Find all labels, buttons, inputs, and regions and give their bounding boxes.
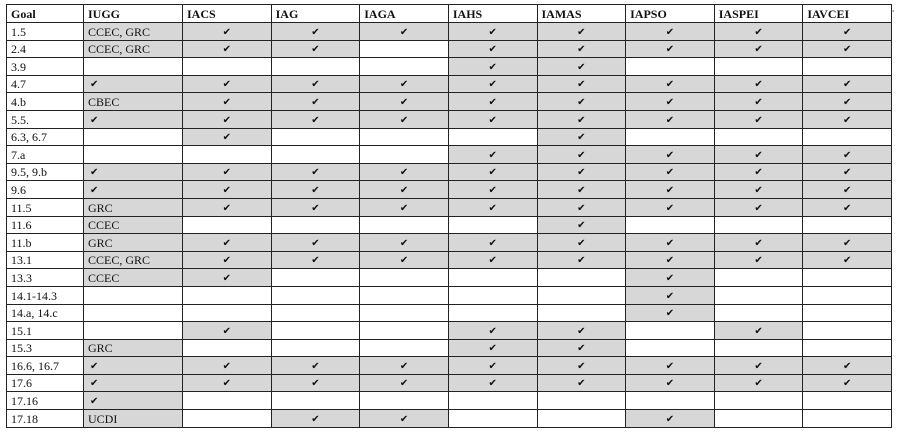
check-icon: ✔: [714, 181, 803, 199]
check-icon: ✔: [360, 234, 449, 252]
check-icon: ✔: [360, 23, 449, 41]
empty-cell: [271, 128, 360, 146]
check-icon: ✔: [183, 23, 272, 41]
empty-cell: [448, 410, 537, 428]
empty-cell: [183, 58, 272, 76]
check-icon: ✔: [448, 23, 537, 41]
empty-cell: [271, 269, 360, 287]
empty-cell: [183, 304, 272, 322]
check-icon: ✔: [448, 146, 537, 164]
check-icon: ✔: [448, 58, 537, 76]
check-icon: ✔: [448, 357, 537, 375]
check-icon: ✔: [537, 128, 626, 146]
check-icon: ✔: [448, 40, 537, 58]
table-row: [7, 410, 892, 428]
check-icon: ✔: [183, 322, 272, 340]
empty-cell: [714, 216, 803, 234]
check-icon: ✔: [537, 234, 626, 252]
check-icon: ✔: [803, 251, 892, 269]
check-icon: ✔: [448, 181, 537, 199]
check-icon: ✔: [714, 322, 803, 340]
check-icon: ✔: [183, 181, 272, 199]
check-icon: ✔: [537, 251, 626, 269]
goal-cell: 4.7: [7, 75, 84, 93]
check-icon: ✔: [271, 75, 360, 93]
check-icon: ✔: [183, 198, 272, 216]
check-icon: ✔: [183, 251, 272, 269]
empty-cell: [714, 304, 803, 322]
check-icon: ✔: [714, 251, 803, 269]
check-icon: ✔: [537, 357, 626, 375]
check-icon: ✔: [183, 40, 272, 58]
iugg-cell: [84, 322, 183, 340]
check-icon: ✔: [714, 23, 803, 41]
check-icon: ✔: [537, 163, 626, 181]
column-header-iag: IAG: [271, 5, 360, 23]
check-icon: ✔: [448, 234, 537, 252]
check-icon: ✔: [84, 110, 183, 128]
empty-cell: [360, 304, 449, 322]
table-body: [7, 23, 892, 428]
check-icon: ✔: [714, 75, 803, 93]
check-icon: ✔: [271, 23, 360, 41]
goal-cell: 7.a: [7, 146, 84, 164]
check-icon: ✔: [183, 93, 272, 111]
empty-cell: [803, 339, 892, 357]
check-icon: ✔: [626, 269, 715, 287]
check-icon: ✔: [537, 93, 626, 111]
empty-cell: [448, 216, 537, 234]
check-icon: ✔: [714, 357, 803, 375]
empty-cell: [803, 286, 892, 304]
empty-cell: [360, 339, 449, 357]
check-icon: ✔: [271, 110, 360, 128]
table-row: [7, 392, 892, 410]
empty-cell: [714, 58, 803, 76]
column-header-goal: Goal: [7, 5, 84, 23]
check-icon: ✔: [271, 251, 360, 269]
table-row: [7, 75, 892, 93]
goal-cell: 11.6: [7, 216, 84, 234]
check-icon: ✔: [537, 339, 626, 357]
empty-cell: [183, 146, 272, 164]
empty-cell: [448, 392, 537, 410]
empty-cell: [626, 339, 715, 357]
empty-cell: [271, 216, 360, 234]
table-row: [7, 269, 892, 287]
goal-cell: 9.5, 9.b: [7, 163, 84, 181]
check-icon: ✔: [537, 322, 626, 340]
iugg-cell: CCEC: [84, 269, 183, 287]
check-icon: ✔: [360, 163, 449, 181]
table-row: [7, 40, 892, 58]
check-icon: ✔: [537, 75, 626, 93]
check-icon: ✔: [803, 93, 892, 111]
goal-cell: 15.1: [7, 322, 84, 340]
empty-cell: [803, 304, 892, 322]
iugg-cell: CCEC, GRC: [84, 23, 183, 41]
sdg-association-table: [6, 4, 895, 428]
goal-cell: 16.6, 16.7: [7, 357, 84, 375]
corner-mark: ': [892, 9, 895, 18]
table-row: [7, 181, 892, 199]
column-header-iavcei: IAVCEI: [803, 5, 892, 23]
check-icon: ✔: [183, 374, 272, 392]
check-icon: ✔: [803, 234, 892, 252]
empty-cell: [714, 410, 803, 428]
check-icon: ✔: [84, 392, 183, 410]
empty-cell: [448, 286, 537, 304]
goal-cell: 5.5.: [7, 110, 84, 128]
goal-cell: 13.3: [7, 269, 84, 287]
check-icon: ✔: [803, 146, 892, 164]
check-icon: ✔: [803, 40, 892, 58]
check-icon: ✔: [448, 93, 537, 111]
check-icon: ✔: [360, 198, 449, 216]
empty-cell: [714, 339, 803, 357]
empty-cell: [803, 58, 892, 76]
column-header-iamas: IAMAS: [537, 5, 626, 23]
table-wrapper: [6, 4, 895, 428]
empty-cell: [360, 392, 449, 410]
check-icon: ✔: [803, 357, 892, 375]
empty-cell: [271, 322, 360, 340]
check-icon: ✔: [183, 128, 272, 146]
empty-cell: [626, 322, 715, 340]
check-icon: ✔: [183, 75, 272, 93]
check-icon: ✔: [448, 75, 537, 93]
goal-cell: 14.a, 14.c: [7, 304, 84, 322]
iugg-cell: [84, 58, 183, 76]
check-icon: ✔: [626, 23, 715, 41]
table-row: [7, 357, 892, 375]
check-icon: ✔: [448, 374, 537, 392]
empty-cell: [360, 128, 449, 146]
empty-cell: [626, 392, 715, 410]
empty-cell: [537, 286, 626, 304]
check-icon: ✔: [626, 234, 715, 252]
check-icon: ✔: [271, 163, 360, 181]
check-icon: ✔: [448, 110, 537, 128]
column-header-iacs: IACS: [183, 5, 272, 23]
check-icon: ✔: [803, 198, 892, 216]
check-icon: ✔: [714, 234, 803, 252]
check-icon: ✔: [271, 234, 360, 252]
check-icon: ✔: [271, 374, 360, 392]
iugg-cell: [84, 304, 183, 322]
empty-cell: [803, 269, 892, 287]
goal-cell: 17.18: [7, 410, 84, 428]
table-row: [7, 322, 892, 340]
empty-cell: [714, 392, 803, 410]
iugg-cell: CCEC: [84, 216, 183, 234]
check-icon: ✔: [183, 163, 272, 181]
check-icon: ✔: [626, 357, 715, 375]
table-row: [7, 93, 892, 111]
iugg-cell: [84, 286, 183, 304]
empty-cell: [448, 304, 537, 322]
empty-cell: [714, 128, 803, 146]
check-icon: ✔: [803, 181, 892, 199]
table-row: [7, 23, 892, 41]
empty-cell: [537, 269, 626, 287]
check-icon: ✔: [448, 198, 537, 216]
empty-cell: [271, 146, 360, 164]
table-row: [7, 146, 892, 164]
check-icon: ✔: [360, 75, 449, 93]
check-icon: ✔: [714, 40, 803, 58]
empty-cell: [183, 410, 272, 428]
check-icon: ✔: [803, 163, 892, 181]
check-icon: ✔: [271, 40, 360, 58]
check-icon: ✔: [271, 198, 360, 216]
iugg-cell: UCDI: [84, 410, 183, 428]
check-icon: ✔: [626, 198, 715, 216]
check-icon: ✔: [537, 181, 626, 199]
check-icon: ✔: [271, 410, 360, 428]
empty-cell: [360, 269, 449, 287]
empty-cell: [803, 410, 892, 428]
table-row: [7, 374, 892, 392]
empty-cell: [271, 392, 360, 410]
table-row: [7, 58, 892, 76]
iugg-cell: CBEC: [84, 93, 183, 111]
empty-cell: [803, 216, 892, 234]
check-icon: ✔: [626, 410, 715, 428]
check-icon: ✔: [271, 181, 360, 199]
check-icon: ✔: [803, 110, 892, 128]
column-header-iaga: IAGA: [360, 5, 449, 23]
check-icon: ✔: [537, 110, 626, 128]
check-icon: ✔: [626, 110, 715, 128]
iugg-cell: GRC: [84, 198, 183, 216]
check-icon: ✔: [183, 269, 272, 287]
check-icon: ✔: [626, 75, 715, 93]
check-icon: ✔: [360, 251, 449, 269]
check-icon: ✔: [714, 110, 803, 128]
empty-cell: [448, 269, 537, 287]
check-icon: ✔: [537, 216, 626, 234]
goal-cell: 17.6: [7, 374, 84, 392]
check-icon: ✔: [537, 146, 626, 164]
column-header-iapso: IAPSO: [626, 5, 715, 23]
check-icon: ✔: [183, 357, 272, 375]
empty-cell: [271, 58, 360, 76]
empty-cell: [626, 216, 715, 234]
empty-cell: [537, 410, 626, 428]
check-icon: ✔: [360, 110, 449, 128]
empty-cell: [271, 286, 360, 304]
check-icon: ✔: [714, 93, 803, 111]
check-icon: ✔: [448, 251, 537, 269]
check-icon: ✔: [84, 374, 183, 392]
iugg-cell: GRC: [84, 234, 183, 252]
empty-cell: [537, 304, 626, 322]
empty-cell: [360, 58, 449, 76]
empty-cell: [803, 392, 892, 410]
empty-cell: [448, 128, 537, 146]
check-icon: ✔: [360, 374, 449, 392]
column-header-iahs: IAHS: [448, 5, 537, 23]
empty-cell: [360, 40, 449, 58]
goal-cell: 2.4: [7, 40, 84, 58]
check-icon: ✔: [537, 198, 626, 216]
check-icon: ✔: [360, 357, 449, 375]
goal-cell: 15.3: [7, 339, 84, 357]
check-icon: ✔: [360, 410, 449, 428]
check-icon: ✔: [84, 357, 183, 375]
check-icon: ✔: [537, 40, 626, 58]
table-row: [7, 304, 892, 322]
check-icon: ✔: [448, 339, 537, 357]
goal-cell: 3.9: [7, 58, 84, 76]
table-row: [7, 110, 892, 128]
goal-cell: 14.1-14.3: [7, 286, 84, 304]
check-icon: ✔: [626, 40, 715, 58]
goal-cell: 9.6: [7, 181, 84, 199]
empty-cell: [537, 392, 626, 410]
check-icon: ✔: [626, 286, 715, 304]
check-icon: ✔: [537, 374, 626, 392]
column-header-iaspei: IASPEI: [714, 5, 803, 23]
check-icon: ✔: [714, 374, 803, 392]
table-row: [7, 234, 892, 252]
empty-cell: [183, 392, 272, 410]
check-icon: ✔: [84, 75, 183, 93]
empty-cell: [803, 128, 892, 146]
table-row: [7, 216, 892, 234]
iugg-cell: [84, 128, 183, 146]
table-row: [7, 128, 892, 146]
goal-cell: 4.b: [7, 93, 84, 111]
empty-cell: [183, 339, 272, 357]
empty-cell: [360, 286, 449, 304]
goal-cell: 17.16: [7, 392, 84, 410]
check-icon: ✔: [183, 234, 272, 252]
empty-cell: [714, 286, 803, 304]
check-icon: ✔: [271, 93, 360, 111]
check-icon: ✔: [271, 357, 360, 375]
table-row: [7, 163, 892, 181]
check-icon: ✔: [360, 93, 449, 111]
table-row: [7, 286, 892, 304]
goal-cell: 1.5: [7, 23, 84, 41]
check-icon: ✔: [84, 163, 183, 181]
iugg-cell: CCEC, GRC: [84, 40, 183, 58]
check-icon: ✔: [626, 163, 715, 181]
check-icon: ✔: [84, 181, 183, 199]
check-icon: ✔: [448, 322, 537, 340]
check-icon: ✔: [714, 198, 803, 216]
check-icon: ✔: [626, 374, 715, 392]
iugg-cell: CCEC, GRC: [84, 251, 183, 269]
iugg-cell: [84, 146, 183, 164]
check-icon: ✔: [626, 251, 715, 269]
check-icon: ✔: [626, 304, 715, 322]
table-row: [7, 339, 892, 357]
check-icon: ✔: [803, 23, 892, 41]
table-row: [7, 198, 892, 216]
empty-cell: [360, 216, 449, 234]
goal-cell: 11.b: [7, 234, 84, 252]
goal-cell: 6.3, 6.7: [7, 128, 84, 146]
table-row: [7, 251, 892, 269]
goal-cell: 11.5: [7, 198, 84, 216]
empty-cell: [183, 286, 272, 304]
empty-cell: [271, 304, 360, 322]
check-icon: ✔: [626, 146, 715, 164]
empty-cell: [183, 216, 272, 234]
check-icon: ✔: [626, 93, 715, 111]
goal-cell: 13.1: [7, 251, 84, 269]
check-icon: ✔: [183, 110, 272, 128]
check-icon: ✔: [537, 23, 626, 41]
check-icon: ✔: [537, 58, 626, 76]
iugg-cell: GRC: [84, 339, 183, 357]
empty-cell: [360, 322, 449, 340]
check-icon: ✔: [626, 181, 715, 199]
check-icon: ✔: [714, 163, 803, 181]
check-icon: ✔: [803, 75, 892, 93]
empty-cell: [626, 128, 715, 146]
empty-cell: [714, 269, 803, 287]
empty-cell: [803, 322, 892, 340]
column-header-iugg: IUGG: [84, 5, 183, 23]
check-icon: ✔: [803, 374, 892, 392]
check-icon: ✔: [714, 146, 803, 164]
check-icon: ✔: [360, 181, 449, 199]
empty-cell: [626, 58, 715, 76]
empty-cell: [360, 146, 449, 164]
empty-cell: [271, 339, 360, 357]
header-row: [7, 5, 892, 23]
check-icon: ✔: [448, 163, 537, 181]
